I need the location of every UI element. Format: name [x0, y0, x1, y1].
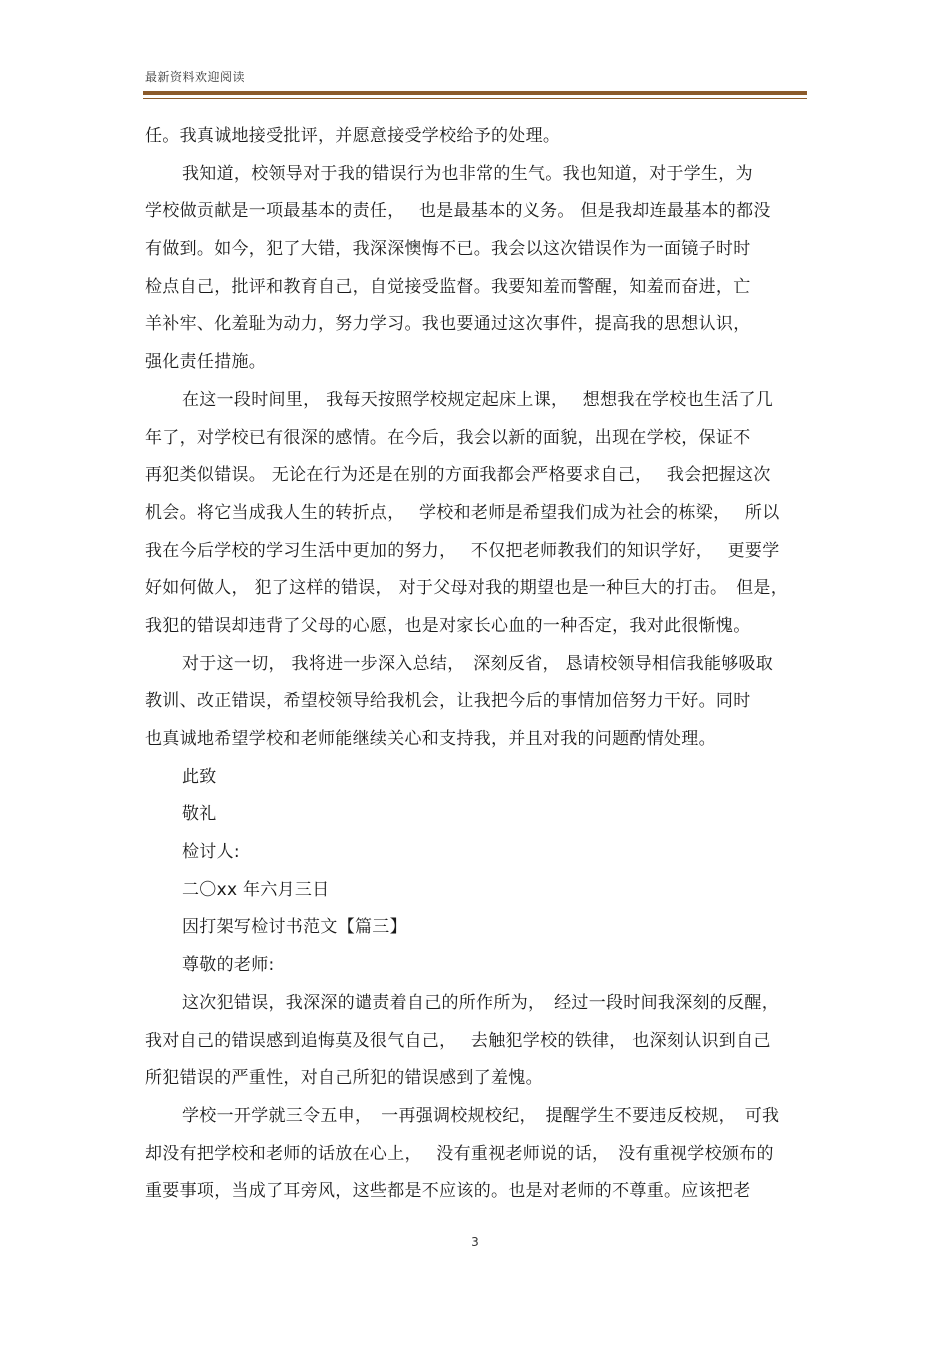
text-line: 此致 [182, 766, 217, 787]
text-line: 这次犯错误，我深深的谴责着自己的所作所为， 经过一段时间我深刻的反醒， [182, 992, 779, 1013]
text-line: 敬礼 [182, 804, 217, 825]
text-line: 强化责任措施。 [145, 352, 267, 373]
text-line: 学校一开学就三令五申， 一再强调校规校纪， 提醒学生不要违反校规， 可我 [182, 1105, 780, 1126]
text-line: 尊敬的老师: [182, 955, 275, 976]
text-line: 重要事项，当成了耳旁风，这些都是不应该的。也是对老师的不尊重。应该把老 [145, 1181, 751, 1202]
text-line: 也真诚地希望学校和老师能继续关心和支持我，并且对我的问题酌情处理。 [145, 729, 716, 749]
text-line: 在这一段时间里， 我每天按照学校规定起床上课， 想想我在学校也生活了几 [182, 389, 774, 410]
page-number: 3 [471, 1235, 479, 1249]
header-title: 最新资料欢迎阅读 [145, 70, 246, 84]
text-line: 有做到。如今，犯了大错，我深深懊悔不已。我会以这次错误作为一面镜子时时 [145, 239, 751, 260]
text-line: 我知道，校领导对于我的错误行为也非常的生气。我也知道，对于学生，为 [182, 163, 753, 184]
document-body [145, 118, 807, 1211]
text-line: 检点自己，批评和教育自己，自觉接受监督。我要知羞而警醒，知羞而奋进，亡 [145, 276, 751, 297]
header-rule-thin [143, 98, 807, 99]
text-line: 年了，对学校已有很深的感情。在今后，我会以新的面貌，出现在学校，保证不 [145, 427, 751, 448]
text-line: 羊补牢、化羞耻为动力，努力学习。我也要通过这次事件，提高我的思想认识， [145, 314, 751, 335]
text-line: 却没有把学校和老师的话放在心上， 没有重视老师说的话， 没有重视学校颁布的 [145, 1143, 774, 1164]
text-line: 我对自己的错误感到追悔莫及很气自己， 去触犯学校的铁律， 也深刻认识到自己 [145, 1030, 771, 1051]
text-line: 再犯类似错误。 无论在行为还是在别的方面我都会严格要求自己， 我会把握这次 [145, 465, 771, 486]
text-line: 所犯错误的严重性，对自己所犯的错误感到了羞愧。 [145, 1068, 543, 1089]
text-line: 学校做贡献是一项最基本的责任， 也是最基本的义务。 但是我却连最基本的都没 [145, 201, 771, 222]
header-rule-thick [143, 91, 807, 95]
text-line: 二〇xx 年六月三日 [182, 879, 330, 900]
text-line: 我犯的错误却违背了父母的心愿，也是对家长心血的一种否定，我对此很惭愧。 [145, 615, 751, 636]
text-line: 我在今后学校的学习生活中更加的努力， 不仅把老师教我们的知识学好， 更要学 [145, 540, 780, 561]
text-line: 因打架写检讨书范文【篇三】 [182, 917, 407, 938]
text-line: 任。我真诚地接受批评，并愿意接受学校给予的处理。 [145, 126, 561, 146]
text-line: 对于这一切， 我将进一步深入总结， 深刻反省， 恳请校领导相信我能够吸取 [182, 653, 774, 674]
text-line: 好如何做人， 犯了这样的错误， 对于父母对我的期望也是一种巨大的打击。 但是， [145, 578, 789, 599]
text-line: 教训、改正错误，希望校领导给我机会，让我把今后的事情加倍努力干好。同时 [145, 691, 751, 712]
text-line: 检讨人: [182, 842, 240, 863]
text-line: 机会。将它当成我人生的转折点， 学校和老师是希望我们成为社会的栋梁， 所以 [145, 502, 780, 523]
